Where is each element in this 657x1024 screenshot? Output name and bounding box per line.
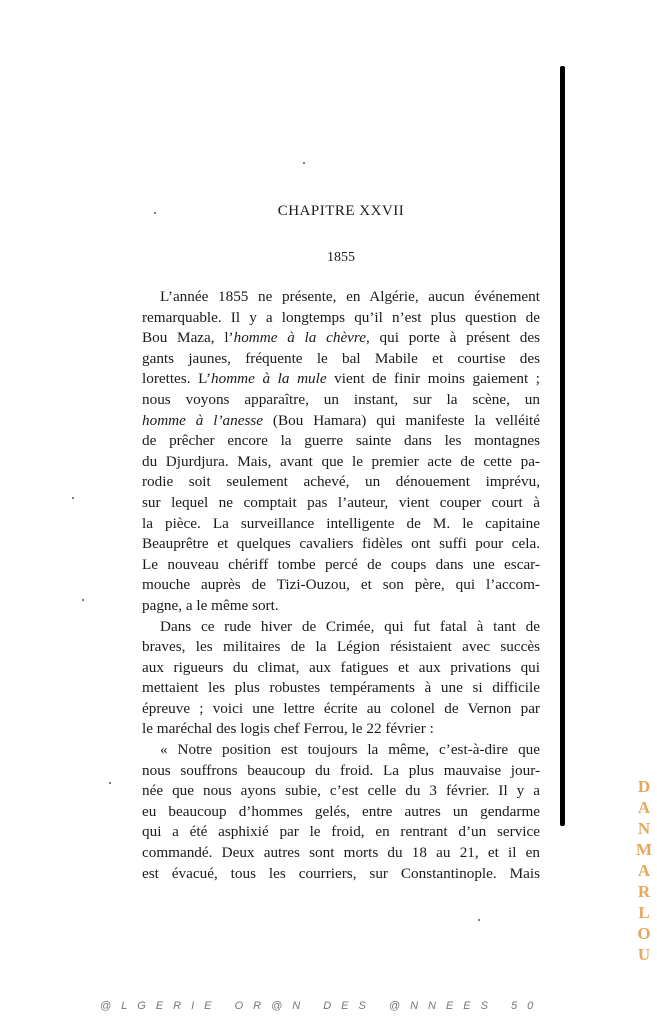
text-line: du Djurdjura. Mais, avant que le premier acte de cette pa- [142, 452, 540, 470]
watermark: D A N M A R L O U [636, 777, 653, 964]
text-line: épreuve ; voici une lettre écrite au colonel de Vernon par [142, 699, 540, 717]
text-line: remarquable. Il y a longtemps qu’il n’est plus question de [142, 308, 540, 326]
text-line: de prêcher encore la guerre sainte dans les montagnes [142, 432, 540, 450]
text-line: lorettes. L’homme à la mule vient de finir moins gaiement ; [142, 370, 540, 388]
text-line: Dans ce rude hiver de Crimée, qui fut fatal à tant de [160, 617, 540, 635]
page-footer: @LGERIE OR@N DES @NNEES 50 [100, 1000, 544, 1012]
text-line: gants jaunes, fréquente le bal Mabile et courtise des [142, 349, 540, 367]
text-line: aux rigueurs du climat, aux fatigues et aux privations qui [142, 658, 540, 676]
text-line: sur lequel ne comptait pas l’auteur, vient couper court à [142, 493, 540, 511]
chapter-body-text [142, 287, 540, 884]
text-line: nous voyons apparaître, un instant, sur la scène, un [142, 390, 540, 408]
text-line: mouche auprès de Tizi-Ouzou, et son père, qui l’accom- [142, 576, 540, 594]
text-line: braves, les militaires de la Légion résistaient avec succès [142, 638, 540, 656]
text-line: eu beaucoup d’hommes gelés, entre autres un gendarme [142, 802, 540, 820]
text-line: est évacué, tous les courriers, sur Constantinople. Mais [142, 864, 540, 882]
ink-speck [82, 599, 84, 601]
text-line: L’année 1855 ne présente, en Algérie, aucun événement [160, 288, 540, 305]
ink-speck [303, 162, 305, 164]
text-line: Bou Maza, l’homme à la chèvre, qui porte à présent des [142, 329, 540, 347]
chapter-title: CHAPITRE XXVII [277, 203, 405, 219]
ink-speck [478, 919, 480, 921]
text-line: rodie soit seulement achevé, un dénouement imprévu, [142, 473, 540, 491]
text-line: mettaient les plus robustes tempéraments à une si difficile [142, 679, 540, 697]
text-line: Beauprêtre et quelques cavaliers fidèles ont suffi pour cela. [142, 535, 540, 553]
ink-speck [72, 497, 74, 499]
text-line: homme à l’anesse (Bou Hamara) qui manifeste la velléité [142, 411, 541, 429]
chapter-year: 1855 [327, 250, 355, 265]
text-line: la pièce. La surveillance intelligente de M. le capitaine [142, 514, 540, 532]
page-binding-edge [560, 66, 565, 826]
text-line: « Notre position est toujours la même, c’est-à-dire que [160, 741, 540, 759]
ink-speck [109, 782, 111, 784]
text-line: pagne, a le même sort. [142, 596, 279, 614]
text-line: nous souffrons beaucoup du froid. La plus mauvaise jour- [142, 761, 540, 779]
text-line: Le nouveau chériff tombe percé de coups dans une escar- [142, 555, 540, 573]
text-line: née que nous ayons subie, c’est celle du 3 février. Il y a [142, 782, 540, 800]
text-line: le maréchal des logis chef Ferrou, le 22 février : [142, 720, 434, 738]
text-line: commandé. Deux autres sont morts du 18 au 21, et il en [142, 844, 540, 862]
text-line: qui a été asphixié par le froid, en rentrant d’un service [142, 823, 540, 841]
